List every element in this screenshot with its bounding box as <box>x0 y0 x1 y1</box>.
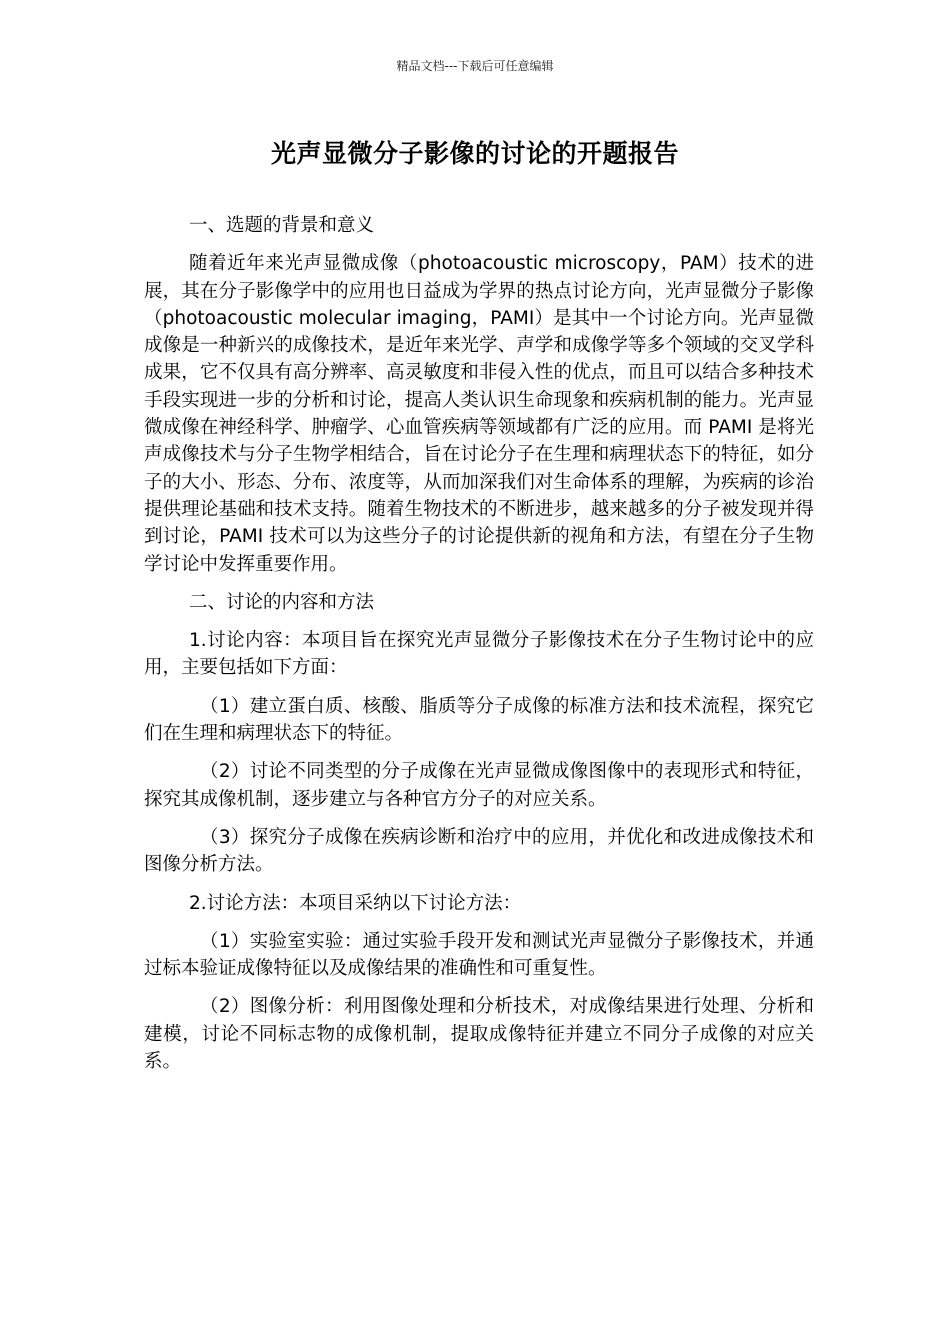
paragraph-research-methods: 2.讨论方法：本项目采纳以下讨论方法： <box>189 892 522 914</box>
section-heading-content-methods: 二、讨论的内容和方法 <box>189 591 375 613</box>
document-body <box>144 212 814 1086</box>
list-item-method-2: （2）图像分析：利用图像处理和分析技术，对成像结果进行处理、分析和建模，讨论不同标志物的成像机制，提取成像特征并建立不同分子成像的对应关系。 <box>144 996 814 1073</box>
list-item-content-2: （2）讨论不同类型的分子成像在光声显微成像图像中的表现形式和特征，探究其成像机制，逐步建立与各种官方分子的对应关系。 <box>144 761 814 810</box>
paragraph-background: 随着近年来光声显微成像（photoacoustic microscopy，PAM）技术的进展，其在分子影像学中的应用也日益成为学界的热点讨论方向，光声显微分子影像（photoacoustic molecular imaging，PAMI）是其中一个讨论方向。光声显微成像是一种新兴的成像技术，是近年来光学、声学和成像学等多个领域的交叉学科成果，它不仅具有高分辨率、高灵敏度和非侵入性的优点，而且可以结合多种技术手段实现进一步的分析和讨论，提高人类认识生命现象和疾病机制的能力。光声显微成像在神经科学、肿瘤学、心血管疾病等领域都有广泛的应用。而 PAMI 是将光声成像技术与分子生物学相结合，旨在讨论分子在生理和病理状态下的特征，如分子的大小、形态、分布、浓度等，从而加深我们对生命体系的理解，为疾病的诊治提供理论基础和技术支持。随着生物技术的不断进步，越来越多的分子被发现并得到讨论，PAMI 技术可以为这些分子的讨论提供新的视角和方法，有望在分子生物学讨论中发挥重要作用。 <box>144 253 814 575</box>
section-heading-background: 一、选题的背景和意义 <box>189 215 375 236</box>
header-note: 精品文档---下载后可任意编辑 <box>396 59 554 73</box>
paragraph-research-content: 1.讨论内容：本项目旨在探究光声显微分子影像技术在分子生物讨论中的应用，主要包括如下方面： <box>144 630 814 679</box>
list-item-content-3: （3）探究分子成像在疾病诊断和治疗中的应用，并优化和改进成像技术和图像分析方法。 <box>144 826 814 876</box>
list-item-content-1: （1）建立蛋白质、核酸、脂质等分子成像的标准方法和技术流程，探究它们在生理和病理状态下的特征。 <box>144 695 814 745</box>
document-title: 光声显微分子影像的讨论的开题报告 <box>270 139 679 168</box>
list-item-method-1: （1）实验室实验：通过实验手段开发和测试光声显微分子影像技术，并通过标本验证成像特征以及成像结果的准确性和可重复性。 <box>144 930 814 980</box>
